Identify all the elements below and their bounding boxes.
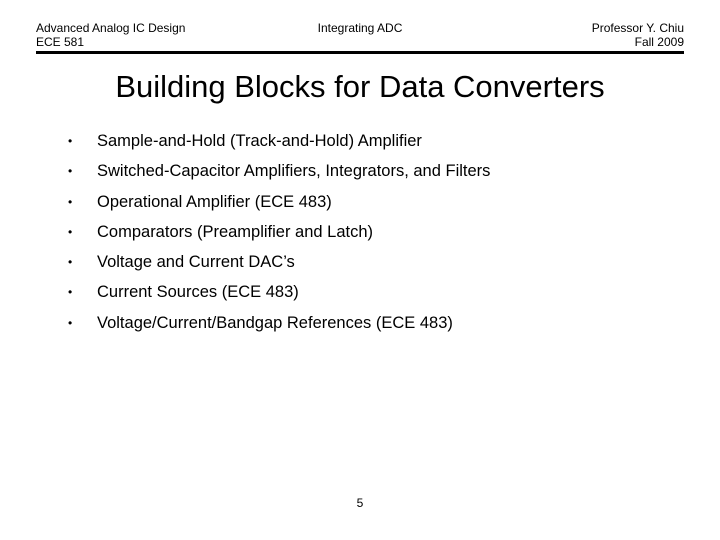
bullet-text: Switched-Capacitor Amplifiers, Integrators, and Filters [97,162,491,181]
header-right [592,21,684,49]
bullet-text: Sample-and-Hold (Track-and-Hold) Amplifier [97,132,422,150]
slide-title: Building Blocks for Data Converters [115,69,605,104]
bullet-icon: • [68,224,73,239]
instructor-name: Professor Y. Chiu [591,21,684,35]
bullet-text: Voltage/Current/Bandgap References (ECE 483) [97,313,453,332]
semester: Fall 2009 [634,35,684,49]
bullet-icon: • [68,164,73,179]
bullet-icon: • [68,315,73,330]
course-number: ECE 581 [36,35,85,49]
bullet-text: Voltage and Current DAC’s [97,253,295,272]
bullet-icon: • [68,255,73,270]
bullet-icon: • [68,194,73,209]
header-divider [36,51,684,54]
course-title: Advanced Analog IC Design [36,21,186,35]
bullet-icon: • [68,285,73,300]
lecture-topic: Integrating ADC [317,21,403,35]
page-number: 5 [356,496,364,510]
bullet-text: Current Sources (ECE 483) [97,283,299,302]
bullet-icon: • [68,134,73,148]
bullet-text: Operational Amplifier (ECE 483) [97,192,332,211]
bullet-text: Comparators (Preamplifier and Latch) [97,222,374,241]
